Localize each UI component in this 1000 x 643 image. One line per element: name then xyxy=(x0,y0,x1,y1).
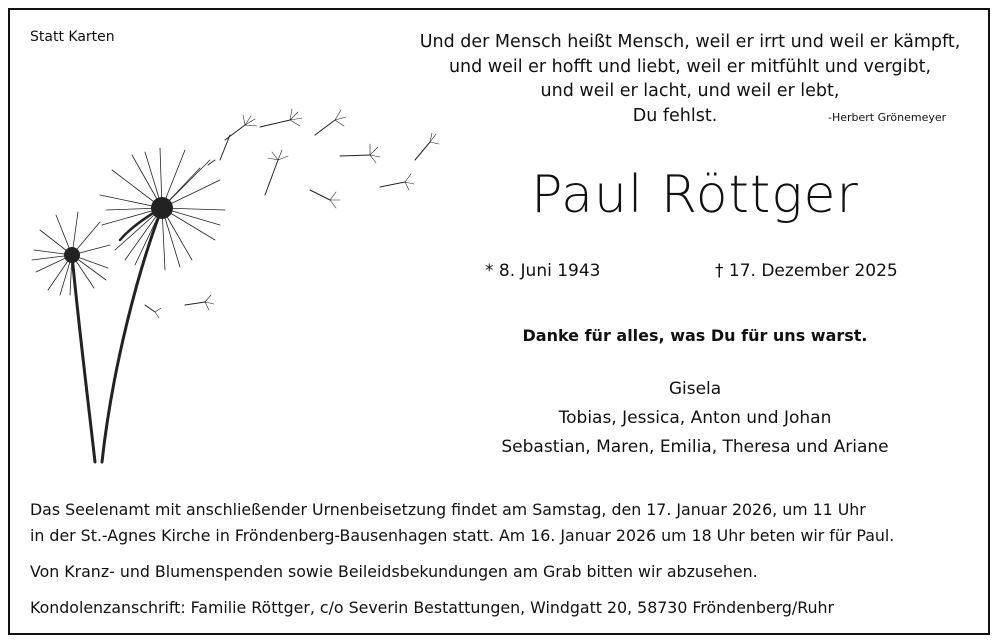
family-line-1: Gisela xyxy=(668,379,722,399)
condolence-address: Kondolenzanschrift: Familie Röttger, c/o Severin Bestattungen, Windgatt 20, 58730 Fröndenberg/Ruhr xyxy=(30,598,835,617)
family-line-2: Tobias, Jessica, Anton und Johan xyxy=(558,408,832,428)
seed-head-large xyxy=(151,197,173,219)
service-info-line-2: in der St.-Agnes Kirche in Fröndenberg-Bausenhagen statt. Am 16. Januar 2026 um 18 Uhr beten wir für Paul. xyxy=(30,526,895,545)
thanks-line: Danke für alles, was Du für uns warst. xyxy=(522,326,868,345)
birth-date: * 8. Juni 1943 xyxy=(485,261,601,281)
quote-line-4: Du fehlst. xyxy=(632,106,718,126)
seed-head-small xyxy=(64,247,80,263)
quote-attribution: -Herbert Grönemeyer xyxy=(828,111,947,124)
service-info-line-1: Das Seelenamt mit anschließender Urnenbeisetzung findet am Samstag, den 17. Januar 2026, um 11 Uhr xyxy=(30,500,866,519)
family-line-3: Sebastian, Maren, Emilia, Theresa und Ariane xyxy=(501,437,889,457)
dandelion-icon xyxy=(20,100,450,470)
flowers-note: Von Kranz- und Blumenspenden sowie Beileidsbekundungen am Grab bitten wir abzusehen. xyxy=(30,562,758,581)
statt-karten-label: Statt Karten xyxy=(30,29,115,45)
quote-line-3: und weil er lacht, und weil er lebt, xyxy=(540,81,840,101)
deceased-name: Paul Röttger xyxy=(531,165,859,225)
death-date: † 17. Dezember 2025 xyxy=(715,261,898,281)
quote-line-1: Und der Mensch heißt Mensch, weil er irrt und weil er kämpft, xyxy=(419,32,961,52)
quote-line-2: und weil er hofft und liebt, weil er mitfühlt und vergibt, xyxy=(448,57,932,77)
